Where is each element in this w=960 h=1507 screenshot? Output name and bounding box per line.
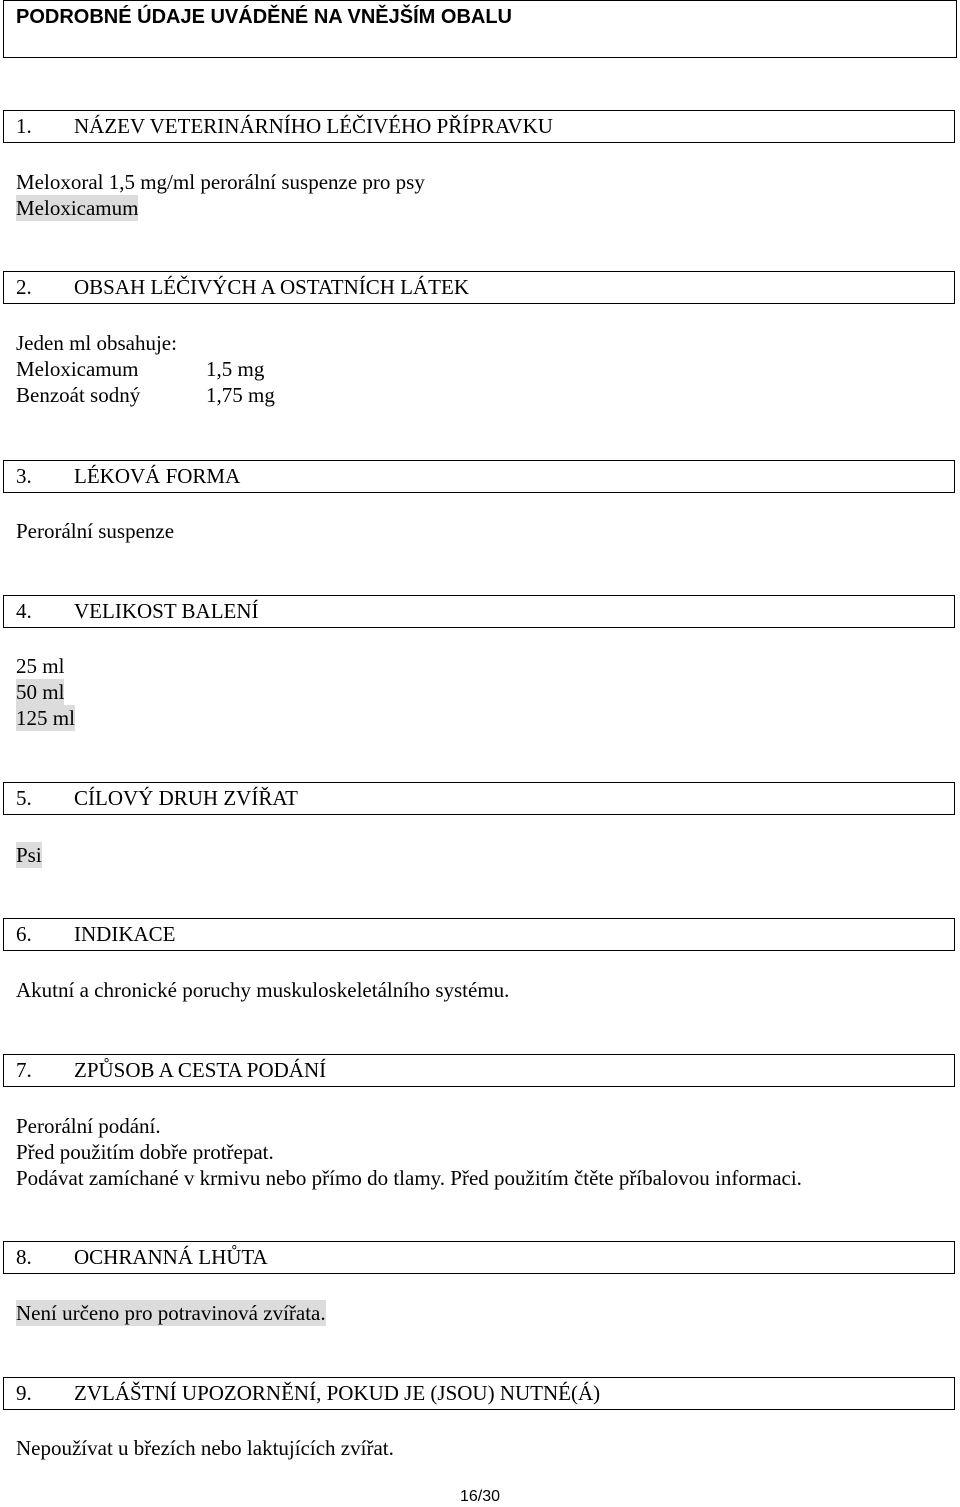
section-4-header [3,595,955,628]
composition-name: Benzoát sodný [16,383,141,407]
section-3-number: 3. [16,464,32,488]
section-5-number: 5. [16,786,32,810]
section-9-title: ZVLÁŠTNÍ UPOZORNĚNÍ, POKUD JE (JSOU) NUTNÉ(Á) [74,1381,601,1405]
section-7-title: ZPŮSOB A CESTA PODÁNÍ [74,1058,327,1082]
composition-row [16,382,416,408]
active-substance: Meloxicamum [16,196,139,220]
product-name: Meloxoral 1,5 mg/ml perorální suspenze pro psy [16,170,425,194]
section-2-title: OBSAH LÉČIVÝCH A OSTATNÍCH LÁTEK [74,275,469,299]
section-2-header [3,271,955,304]
target-species: Psi [16,843,42,867]
section-4-number: 4. [16,599,32,623]
section-8-title: OCHRANNÁ LHŮTA [74,1245,268,1269]
administration-line: Perorální podání. [16,1114,161,1138]
section-3-title: LÉKOVÁ FORMA [74,464,241,488]
administration-line: Podávat zamíchané v krmivu nebo přímo do tlamy. Před použitím čtěte příbalovou informaci. [16,1166,802,1190]
section-1-number: 1. [16,114,32,138]
composition-row [16,356,416,382]
pack-size: 25 ml [16,654,65,678]
composition-name: Meloxicamum [16,357,139,381]
section-6-title: INDIKACE [74,922,176,946]
section-7-number: 7. [16,1058,32,1082]
pharmaceutical-form: Perorální suspenze [16,519,175,543]
indication: Akutní a chronické poruchy muskuloskeletálního systému. [16,978,510,1002]
pack-size: 50 ml [16,680,65,704]
document-title-box [3,0,957,58]
section-9-header [3,1377,955,1410]
section-6-number: 6. [16,922,32,946]
section-1-header [3,110,955,143]
pack-size: 125 ml [16,706,75,730]
document-title: PODROBNÉ ÚDAJE UVÁDĚNÉ NA VNĚJŠÍM OBALU [16,6,512,28]
section-7-header [3,1054,955,1087]
section-6-header [3,918,955,951]
withdrawal-period: Není určeno pro potravinová zvířata. [16,1301,326,1325]
section-2-number: 2. [16,275,32,299]
section-5-header [3,782,955,815]
composition-amount: 1,5 mg [206,357,265,381]
composition-intro: Jeden ml obsahuje: [16,331,177,355]
composition-amount: 1,75 mg [206,383,275,407]
page-number: 16/30 [459,1488,501,1505]
special-warning: Nepoužívat u březích nebo laktujících zvířat. [16,1436,394,1460]
section-5-title: CÍLOVÝ DRUH ZVÍŘAT [74,786,298,810]
section-3-header [3,460,955,493]
section-9-number: 9. [16,1381,32,1405]
section-8-header [3,1241,955,1274]
section-1-title: NÁZEV VETERINÁRNÍHO LÉČIVÉHO PŘÍPRAVKU [74,114,553,138]
section-8-number: 8. [16,1245,32,1269]
administration-line: Před použitím dobře protřepat. [16,1140,274,1164]
section-4-title: VELIKOST BALENÍ [74,599,259,623]
